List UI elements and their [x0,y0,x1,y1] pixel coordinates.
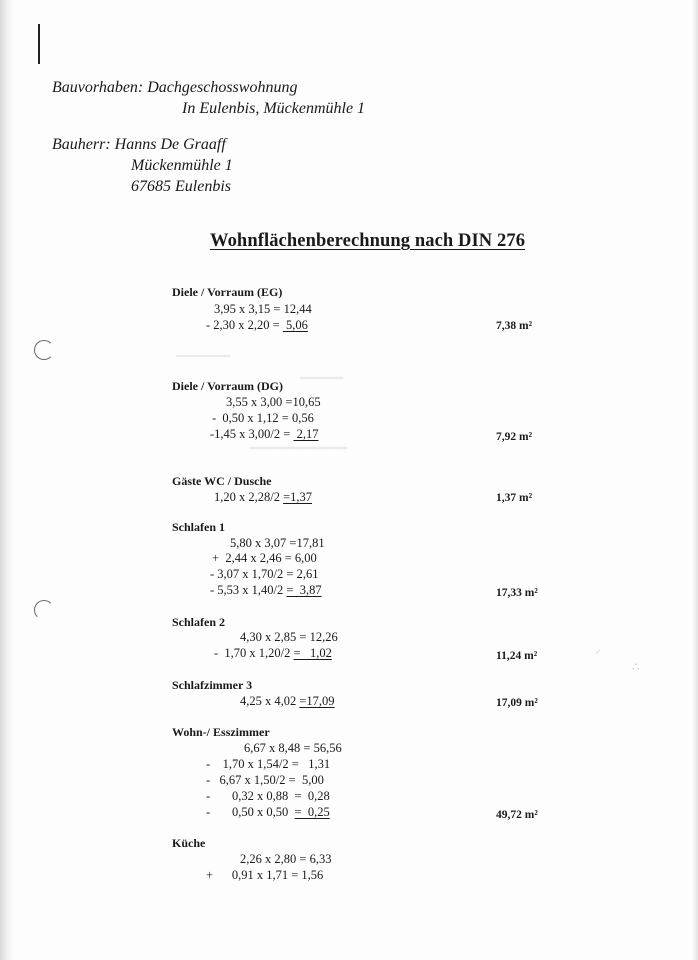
calc-line: -1,45 x 3,00/2 = 2,17 [210,427,319,441]
project-location: In Eulenbis, Mückenmühle 1 [182,100,366,117]
calc-line: 4,30 x 2,85 = 12,26 [240,630,338,644]
calc-line: 6,67 x 8,48 = 56,56 [244,741,342,755]
scan-edge-left [0,0,14,960]
calc-line: - 3,07 x 1,70/2 = 2,61 [210,567,319,581]
calc-line: + 2,44 x 2,46 = 6,00 [212,551,317,565]
room-name: Gäste WC / Dusche [172,474,272,488]
page-title: Wohnflächenberechnung nach DIN 276 [210,231,526,251]
punch-hole-bottom [34,600,54,620]
room-name: Küche [172,836,206,850]
calc-line: 2,26 x 2,80 = 6,33 [240,852,332,866]
calc-line: - 1,70 x 1,20/2 = 1,02 [214,646,332,660]
room-area-total: 7,38 m² [496,320,533,332]
punch-hole-top [34,340,54,360]
room-name: Schlafzimmer 3 [172,678,253,692]
bleed-through-mark: ▔▔▔▔ [300,379,344,394]
scan-smudge: ⸝ [595,642,602,656]
owner-street: Mückenmühle 1 [131,157,233,174]
project-label: Bauvorhaben: Dachgeschosswohnung [52,79,298,96]
room-area-total: 17,09 m² [496,697,538,709]
calc-line: 5,80 x 3,07 =17,81 [230,536,325,550]
room-area-total: 49,72 m² [496,809,538,821]
room-name: Wohn-/ Esszimmer [172,725,270,739]
calc-line: - 0,50 x 0,50 = 0,25 [206,805,330,819]
calc-line: - 6,67 x 1,50/2 = 5,00 [206,773,324,787]
room-area-total: 17,33 m² [496,587,538,599]
calc-line: 3,55 x 3,00 =10,65 [226,395,321,409]
scan-edge-right [692,0,698,960]
calc-line: - 0,50 x 1,12 = 0,56 [212,411,314,425]
calc-line: 3,95 x 3,15 = 12,44 [214,302,312,316]
owner-city: 67685 Eulenbis [131,178,231,195]
room-name: Diele / Vorraum (DG) [172,379,283,393]
owner-label: Bauherr: Hanns De Graaff [52,136,226,153]
room-area-total: 11,24 m² [496,650,538,662]
room-area-total: 1,37 m² [496,492,533,504]
room-name: Diele / Vorraum (EG) [172,285,283,299]
calc-line: 1,20 x 2,28/2 =1,37 [214,490,313,504]
calc-line: 4,25 x 4,02 =17,09 [240,694,335,708]
calc-line: - 1,70 x 1,54/2 = 1,31 [206,757,331,771]
scan-smudge: ∴ [632,660,640,674]
calc-line: - 2,30 x 2,20 = 5,06 [206,318,308,332]
pen-mark [38,24,40,64]
calc-line: - 5,53 x 1,40/2 = 3,87 [210,583,322,597]
room-name: Schlafen 1 [172,520,226,534]
room-area-total: 7,92 m² [496,431,533,443]
calc-line: + 0,91 x 1,71 = 1,56 [206,868,324,882]
calc-line: - 0,32 x 0,88 = 0,28 [206,789,330,803]
room-name: Schlafen 2 [172,615,226,629]
bleed-through-mark: ▔▔▔▔▔▔▔▔▔ [250,449,347,464]
bleed-through-mark: ▔▔▔▔▔ [176,357,230,372]
